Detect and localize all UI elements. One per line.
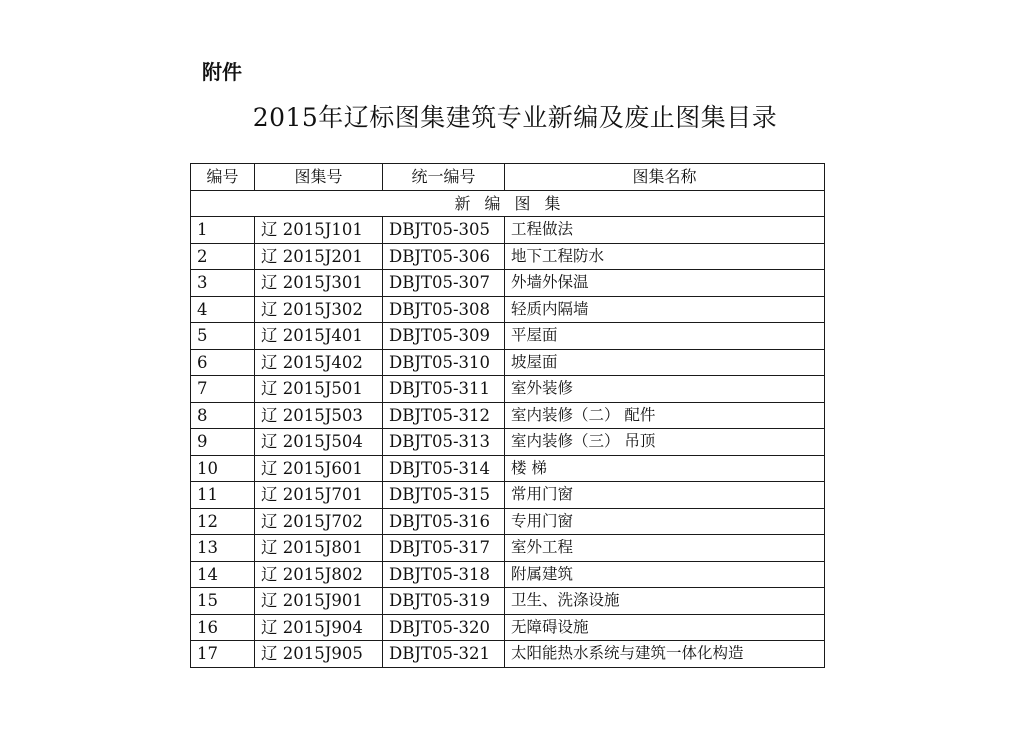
cell-number: 4 xyxy=(191,296,255,323)
cell-set-name: 室外工程 xyxy=(505,535,825,562)
cell-set-name: 坡屋面 xyxy=(505,349,825,376)
table-row xyxy=(191,535,825,562)
catalog-table xyxy=(190,163,825,668)
cell-unified-number: DBJT05-317 xyxy=(383,535,505,562)
cell-set-name: 工程做法 xyxy=(505,217,825,244)
cell-set-number: 辽 2015J601 xyxy=(255,455,383,482)
cell-set-number: 辽 2015J302 xyxy=(255,296,383,323)
cell-number: 7 xyxy=(191,376,255,403)
cell-set-name: 无障碍设施 xyxy=(505,614,825,641)
cell-set-name: 外墙外保温 xyxy=(505,270,825,297)
cell-set-number: 辽 2015J904 xyxy=(255,614,383,641)
cell-number: 13 xyxy=(191,535,255,562)
cell-unified-number: DBJT05-315 xyxy=(383,482,505,509)
cell-unified-number: DBJT05-314 xyxy=(383,455,505,482)
cell-unified-number: DBJT05-321 xyxy=(383,641,505,668)
cell-set-name: 室内装修（三） 吊顶 xyxy=(505,429,825,456)
cell-set-number: 辽 2015J901 xyxy=(255,588,383,615)
table-row xyxy=(191,588,825,615)
cell-set-name: 轻质内隔墙 xyxy=(505,296,825,323)
cell-set-number: 辽 2015J701 xyxy=(255,482,383,509)
cell-set-name: 太阳能热水系统与建筑一体化构造 xyxy=(505,641,825,668)
cell-number: 1 xyxy=(191,217,255,244)
cell-unified-number: DBJT05-308 xyxy=(383,296,505,323)
cell-set-name: 常用门窗 xyxy=(505,482,825,509)
cell-set-number: 辽 2015J301 xyxy=(255,270,383,297)
cell-set-number: 辽 2015J101 xyxy=(255,217,383,244)
cell-set-name: 平屋面 xyxy=(505,323,825,350)
cell-set-number: 辽 2015J201 xyxy=(255,243,383,270)
table-row xyxy=(191,270,825,297)
cell-unified-number: DBJT05-311 xyxy=(383,376,505,403)
section-title: 新编图集 xyxy=(191,190,825,217)
table-row xyxy=(191,641,825,668)
cell-set-name: 室外装修 xyxy=(505,376,825,403)
table-row xyxy=(191,561,825,588)
cell-unified-number: DBJT05-319 xyxy=(383,588,505,615)
header-unified-number: 统一编号 xyxy=(383,164,505,191)
cell-number: 5 xyxy=(191,323,255,350)
table-row xyxy=(191,349,825,376)
cell-set-name: 楼 梯 xyxy=(505,455,825,482)
header-number: 编号 xyxy=(191,164,255,191)
cell-set-number: 辽 2015J802 xyxy=(255,561,383,588)
cell-set-number: 辽 2015J503 xyxy=(255,402,383,429)
cell-unified-number: DBJT05-306 xyxy=(383,243,505,270)
table-row xyxy=(191,455,825,482)
table-row xyxy=(191,614,825,641)
table-row xyxy=(191,217,825,244)
cell-set-number: 辽 2015J504 xyxy=(255,429,383,456)
document-title: 2015年辽标图集建筑专业新编及废止图集目录 xyxy=(252,103,778,132)
attachment-label: 附件 xyxy=(202,60,242,84)
table-header-row xyxy=(191,164,825,191)
cell-number: 12 xyxy=(191,508,255,535)
cell-set-number: 辽 2015J801 xyxy=(255,535,383,562)
table-row xyxy=(191,402,825,429)
cell-number: 6 xyxy=(191,349,255,376)
cell-number: 10 xyxy=(191,455,255,482)
cell-set-name: 专用门窗 xyxy=(505,508,825,535)
table-row xyxy=(191,323,825,350)
cell-set-name: 附属建筑 xyxy=(505,561,825,588)
section-row xyxy=(191,190,825,217)
cell-number: 15 xyxy=(191,588,255,615)
cell-unified-number: DBJT05-305 xyxy=(383,217,505,244)
cell-number: 2 xyxy=(191,243,255,270)
table-row xyxy=(191,482,825,509)
cell-set-number: 辽 2015J401 xyxy=(255,323,383,350)
header-set-name: 图集名称 xyxy=(505,164,825,191)
cell-unified-number: DBJT05-312 xyxy=(383,402,505,429)
header-set-number: 图集号 xyxy=(255,164,383,191)
cell-set-number: 辽 2015J702 xyxy=(255,508,383,535)
cell-unified-number: DBJT05-320 xyxy=(383,614,505,641)
cell-number: 9 xyxy=(191,429,255,456)
cell-set-number: 辽 2015J905 xyxy=(255,641,383,668)
table-row xyxy=(191,296,825,323)
cell-unified-number: DBJT05-307 xyxy=(383,270,505,297)
cell-set-name: 卫生、洗涤设施 xyxy=(505,588,825,615)
table-row xyxy=(191,429,825,456)
cell-number: 14 xyxy=(191,561,255,588)
cell-unified-number: DBJT05-309 xyxy=(383,323,505,350)
cell-set-number: 辽 2015J402 xyxy=(255,349,383,376)
cell-unified-number: DBJT05-313 xyxy=(383,429,505,456)
table-row xyxy=(191,243,825,270)
cell-set-name: 地下工程防水 xyxy=(505,243,825,270)
cell-set-number: 辽 2015J501 xyxy=(255,376,383,403)
cell-set-name: 室内装修（二） 配件 xyxy=(505,402,825,429)
table-row xyxy=(191,376,825,403)
cell-unified-number: DBJT05-316 xyxy=(383,508,505,535)
cell-number: 3 xyxy=(191,270,255,297)
cell-number: 8 xyxy=(191,402,255,429)
table-row xyxy=(191,508,825,535)
cell-unified-number: DBJT05-310 xyxy=(383,349,505,376)
cell-number: 16 xyxy=(191,614,255,641)
cell-number: 17 xyxy=(191,641,255,668)
cell-unified-number: DBJT05-318 xyxy=(383,561,505,588)
cell-number: 11 xyxy=(191,482,255,509)
